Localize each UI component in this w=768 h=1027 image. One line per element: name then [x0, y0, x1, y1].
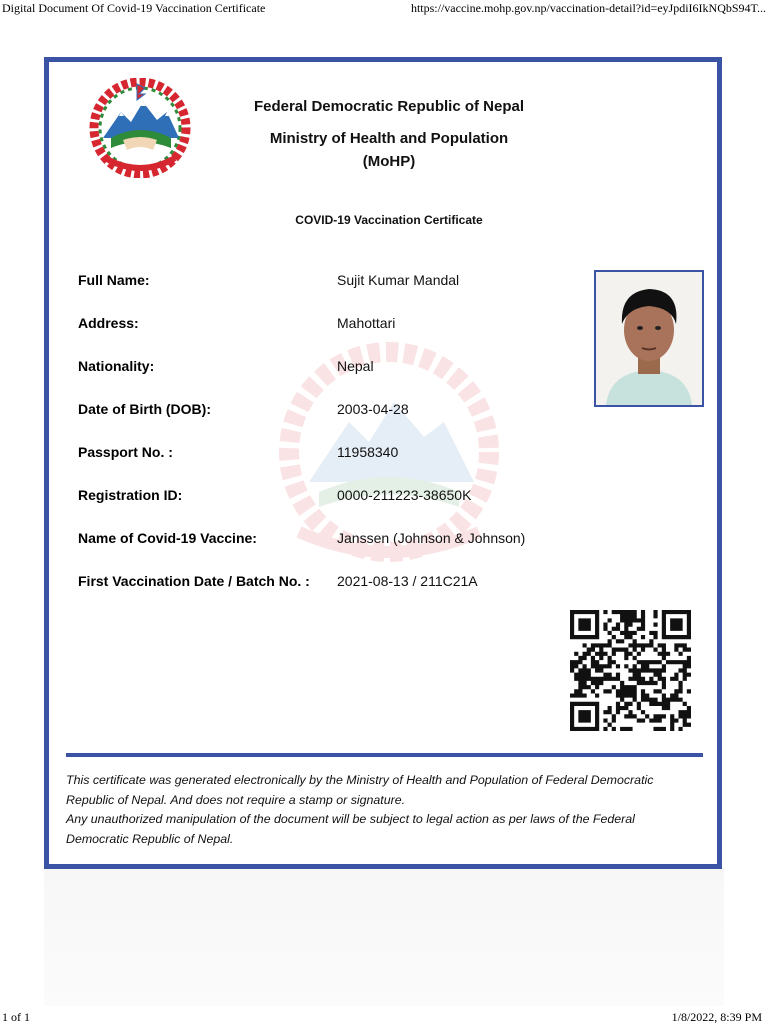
detail-value: Mahottari — [337, 315, 396, 331]
detail-label: Date of Birth (DOB): — [78, 401, 211, 417]
disclaimer-paragraph: This certificate was generated electronically by the Ministry of Health and Population of Federal Democratic Republic of Nepal. And does not require a stamp or signature. — [66, 773, 654, 807]
qr-code-icon[interactable] — [570, 610, 691, 731]
detail-value: Sujit Kumar Mandal — [337, 272, 460, 288]
certificate-title: COVID-19 Vaccination Certificate — [295, 213, 483, 227]
detail-label: Name of Covid-19 Vaccine: — [78, 530, 257, 546]
detail-row-full-name — [78, 272, 598, 292]
detail-value: 0000-211223-38650K — [337, 487, 472, 503]
detail-label: Address: — [78, 315, 139, 331]
print-footer — [0, 1009, 768, 1027]
detail-value: 11958340 — [337, 444, 399, 460]
print-timestamp: 1/8/2022, 8:39 PM — [671, 1010, 762, 1024]
detail-label: Registration ID: — [78, 487, 183, 503]
person-photo-icon — [596, 272, 702, 405]
detail-row-vaccination-date — [78, 573, 598, 593]
detail-row-registration-id — [78, 487, 598, 507]
detail-row-vaccine — [78, 530, 598, 550]
disclaimer — [66, 771, 701, 849]
detail-label: Nationality: — [78, 358, 155, 374]
header-country: Federal Democratic Republic of Nepal — [253, 98, 525, 115]
header-ministry: Ministry of Health and Population — [269, 130, 509, 147]
header-abbreviation: (MoHP) — [362, 153, 416, 170]
detail-value: Nepal — [337, 358, 374, 374]
detail-label: Passport No. : — [78, 444, 173, 460]
print-page-count: 1 of 1 — [2, 1010, 30, 1024]
detail-label: First Vaccination Date / Batch No. : — [78, 573, 310, 589]
detail-label: Full Name: — [78, 272, 150, 288]
print-page-title: Digital Document Of Covid-19 Vaccination Certificate — [2, 1, 266, 15]
page-background-strip — [44, 868, 724, 1006]
print-url[interactable]: https://vaccine.mohp.gov.np/vaccination-detail?id=eyJpdiI6IkNQbS94T... — [410, 1, 766, 15]
holder-photo — [594, 270, 704, 407]
detail-value: Janssen (Johnson & Johnson) — [337, 530, 526, 546]
vaccination-certificate — [44, 57, 722, 869]
detail-row-nationality — [78, 358, 598, 378]
detail-value: 2021-08-13 / 211C21A — [337, 573, 478, 589]
detail-row-dob — [78, 401, 598, 421]
divider — [66, 753, 703, 757]
detail-row-passport — [78, 444, 598, 464]
print-header — [0, 0, 768, 18]
nepal-emblem-icon — [83, 78, 197, 178]
detail-row-address — [78, 315, 598, 335]
disclaimer-paragraph: Any unauthorized manipulation of the document will be subject to legal action as per laws of the Federal Democratic Republic of Nepal. — [66, 812, 635, 846]
detail-value: 2003-04-28 — [337, 401, 409, 417]
